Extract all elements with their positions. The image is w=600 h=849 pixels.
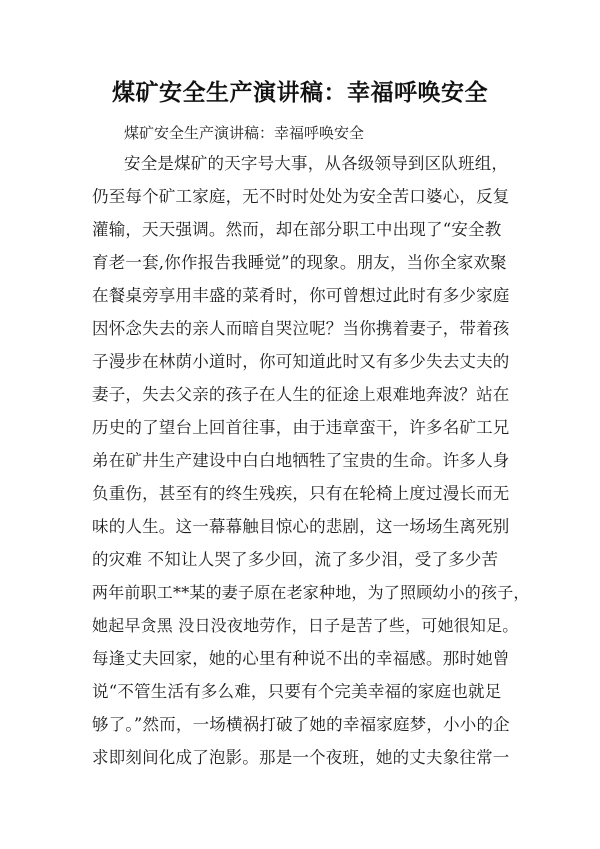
body-line: 历史的了望台上回首往事，由于违章蛮干，许多名矿工兄 <box>92 418 510 437</box>
body-line: 说“不管生活有多么难，只要有个完美幸福的家庭也就足 <box>92 682 502 701</box>
body-line: 负重伤，甚至有的终生残疾，只有在轮椅上度过漫长而无 <box>92 484 510 503</box>
body-line: 每逢丈夫回家，她的心里有种说不出的幸福感。那时她曾 <box>92 649 510 668</box>
body-line: 仍至每个矿工家庭，无不时时处处为安全苦口婆心，反复 <box>92 187 510 206</box>
body-line: 两年前职工**某的妻子原在老家种地，为了照顾幼小的孩子， <box>92 583 530 602</box>
body-line: 的灾难 不知让人哭了多少回，流了多少泪，受了多少苦 <box>92 550 499 569</box>
body-line: 她起早贪黑 没日没夜地劳作，日子是苦了些，可她很知足。 <box>92 616 519 635</box>
body-line: 在餐桌旁享用丰盛的菜肴时，你可曾想过此时有多少家庭 <box>92 286 510 305</box>
document-subtitle: 煤矿安全生产演讲稿：幸福呼唤安全 <box>124 124 365 142</box>
body-line: 够了。”然而，一场横祸打破了她的幸福家庭梦，小小的企 <box>92 715 510 734</box>
document-title: 煤矿安全生产演讲稿：幸福呼唤安全 <box>112 80 488 106</box>
body-line: 味的人生。这一幕幕触目惊心的悲剧，这一场场生离死别 <box>92 517 510 536</box>
body-line: 妻子，失去父亲的孩子在人生的征途上艰难地奔波？站在 <box>92 385 510 404</box>
body-line: 因怀念失去的亲人而暗自哭泣呢？当你携着妻子，带着孩 <box>92 319 510 338</box>
body-line: 育老一套,你作报告我睡觉”的现象。朋友，当你全家欢聚 <box>92 253 507 272</box>
body-line: 弟在矿井生产建设中白白地牺牲了宝贵的生命。许多人身 <box>92 451 510 470</box>
body-line: 安全是煤矿的天字号大事，从各级领导到区队班组， <box>124 154 509 173</box>
body-line: 灌输，天天强调。然而，却在部分职工中出现了“安全教 <box>92 220 502 239</box>
body-line: 求即刻间化成了泡影。那是一个夜班，她的丈夫象往常一 <box>92 748 510 767</box>
body-line: 子漫步在林荫小道时，你可知道此时又有多少失去丈夫的 <box>92 352 510 371</box>
